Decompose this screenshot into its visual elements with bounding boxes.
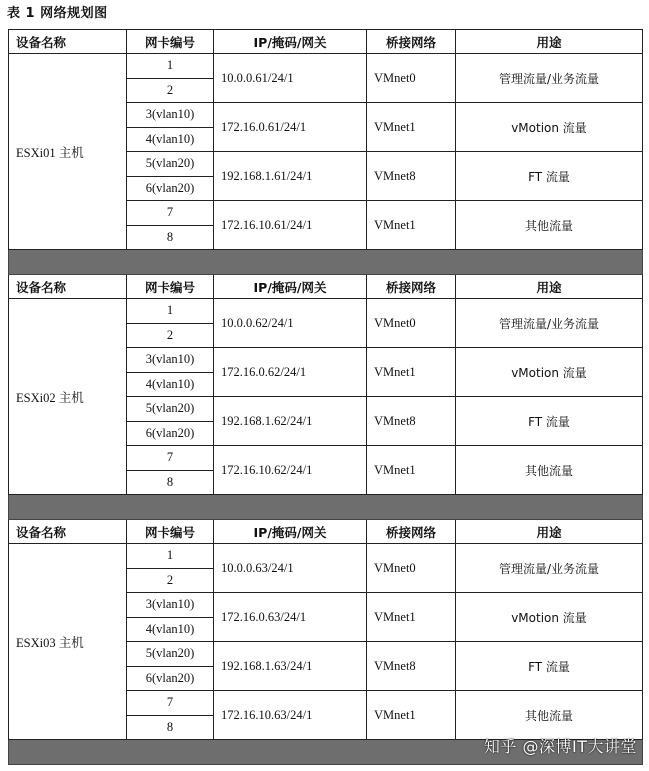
separator-bar [9,250,643,275]
table-caption: 表 1 网络规划图 [7,6,108,21]
header-nic: 网卡编号 [127,30,214,54]
header-usage: 用途 [456,275,643,299]
nic-number: 7 [127,446,214,471]
bridge-network: VMnet1 [367,103,456,152]
nic-number: 6(vlan20) [127,666,214,691]
header-nic: 网卡编号 [127,520,214,544]
nic-number: 2 [127,568,214,593]
nic-number: 5(vlan20) [127,642,214,667]
nic-number: 6(vlan20) [127,421,214,446]
table-row [9,299,643,324]
header-name: 设备名称 [9,275,127,299]
header-nic: 网卡编号 [127,275,214,299]
bridge-network: VMnet0 [367,544,456,593]
header-bridge: 桥接网络 [367,520,456,544]
nic-number: 5(vlan20) [127,397,214,422]
header-row [9,275,643,299]
nic-number: 7 [127,691,214,716]
usage: 其他流量 [456,691,643,740]
header-bridge: 桥接网络 [367,30,456,54]
bridge-network: VMnet1 [367,691,456,740]
nic-number: 2 [127,323,214,348]
network-plan-body [9,30,643,765]
header-row [9,520,643,544]
nic-number: 1 [127,544,214,569]
bridge-network: VMnet1 [367,201,456,250]
ip-mask-gateway: 172.16.0.63/24/1 [214,593,367,642]
usage: FT 流量 [456,397,643,446]
nic-number: 3(vlan10) [127,348,214,373]
nic-number: 8 [127,225,214,250]
ip-mask-gateway: 10.0.0.63/24/1 [214,544,367,593]
usage: 管理流量/业务流量 [456,299,643,348]
ip-mask-gateway: 192.168.1.63/24/1 [214,642,367,691]
table-row [9,54,643,79]
nic-number: 1 [127,299,214,324]
bridge-network: VMnet8 [367,397,456,446]
device-name: ESXi03 主机 [9,544,127,740]
bridge-network: VMnet8 [367,152,456,201]
ip-mask-gateway: 172.16.10.61/24/1 [214,201,367,250]
separator-row [9,250,643,275]
device-name: ESXi02 主机 [9,299,127,495]
network-plan-table [8,29,643,765]
usage: FT 流量 [456,642,643,691]
header-bridge: 桥接网络 [367,275,456,299]
bridge-network: VMnet1 [367,446,456,495]
ip-mask-gateway: 10.0.0.62/24/1 [214,299,367,348]
nic-number: 3(vlan10) [127,593,214,618]
ip-mask-gateway: 172.16.0.62/24/1 [214,348,367,397]
ip-mask-gateway: 172.16.0.61/24/1 [214,103,367,152]
header-name: 设备名称 [9,30,127,54]
nic-number: 6(vlan20) [127,176,214,201]
bridge-network: VMnet0 [367,299,456,348]
watermark: 知乎 @深博IT大讲堂 [483,737,637,756]
nic-number: 2 [127,78,214,103]
nic-number: 4(vlan10) [127,617,214,642]
separator-bar [9,495,643,520]
usage: vMotion 流量 [456,593,643,642]
usage: vMotion 流量 [456,103,643,152]
header-name: 设备名称 [9,520,127,544]
bridge-network: VMnet1 [367,593,456,642]
nic-number: 1 [127,54,214,79]
nic-number: 5(vlan20) [127,152,214,177]
bridge-network: VMnet0 [367,54,456,103]
bridge-network: VMnet8 [367,642,456,691]
ip-mask-gateway: 172.16.10.62/24/1 [214,446,367,495]
ip-mask-gateway: 172.16.10.63/24/1 [214,691,367,740]
nic-number: 4(vlan10) [127,372,214,397]
usage: 其他流量 [456,446,643,495]
nic-number: 8 [127,470,214,495]
header-usage: 用途 [456,30,643,54]
usage: 其他流量 [456,201,643,250]
header-row [9,30,643,54]
header-usage: 用途 [456,520,643,544]
bridge-network: VMnet1 [367,348,456,397]
nic-number: 3(vlan10) [127,103,214,128]
nic-number: 7 [127,201,214,226]
usage: vMotion 流量 [456,348,643,397]
usage: FT 流量 [456,152,643,201]
header-ip: IP/掩码/网关 [214,520,367,544]
ip-mask-gateway: 10.0.0.61/24/1 [214,54,367,103]
table-row [9,544,643,569]
device-name: ESXi01 主机 [9,54,127,250]
ip-mask-gateway: 192.168.1.61/24/1 [214,152,367,201]
separator-row [9,495,643,520]
nic-number: 8 [127,715,214,740]
nic-number: 4(vlan10) [127,127,214,152]
ip-mask-gateway: 192.168.1.62/24/1 [214,397,367,446]
usage: 管理流量/业务流量 [456,544,643,593]
header-ip: IP/掩码/网关 [214,275,367,299]
header-ip: IP/掩码/网关 [214,30,367,54]
usage: 管理流量/业务流量 [456,54,643,103]
